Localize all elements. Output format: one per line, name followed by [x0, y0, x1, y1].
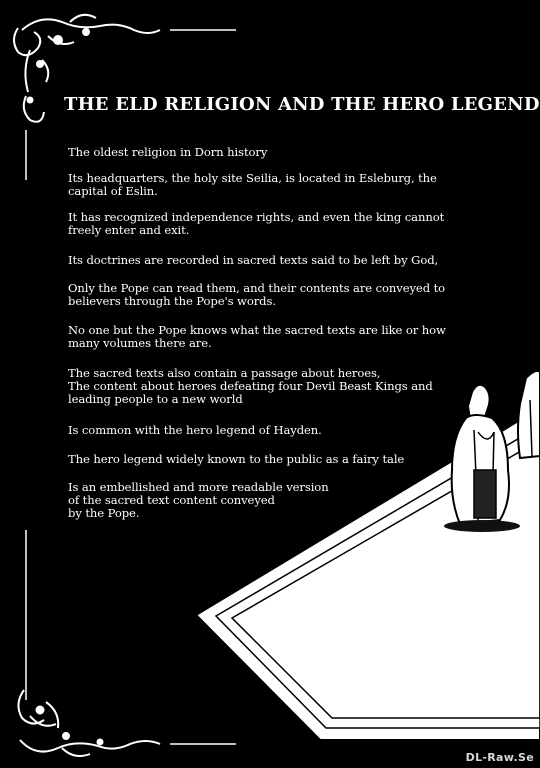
paragraph-8: Is common with the hero legend of Hayden. [68, 423, 322, 437]
paragraph-5: Only the Pope can read them, and their contents are conveyed to believers through the Pope's words. [68, 281, 446, 308]
paragraph-1: The oldest religion in Dorn history [68, 145, 268, 159]
paragraph-9: The hero legend widely known to the public as a fairy tale [68, 452, 405, 466]
paragraph-4: Its doctrines are recorded in sacred texts said to be left by God, [68, 253, 439, 267]
page-title: THE ELD RELIGION AND THE HERO LEGEND [64, 94, 540, 115]
paragraph-10: Is an embellished and more readable version of the sacred text content conveyed by the Pope. [68, 480, 329, 520]
paragraph-3: It has recognized independence rights, and even the king cannot freely enter and exit. [68, 210, 445, 237]
bottom-left-ornament [18, 530, 236, 756]
watermark-text: DL-Raw.Se [465, 751, 534, 764]
paragraph-7: The sacred texts also contain a passage about heroes, The content about heroes defeating four Devil Beast Kings and leading people to a new world [68, 366, 433, 406]
second-figure-illustration [518, 371, 540, 458]
paragraph-2: Its headquarters, the holy site Seilia, is located in Esleburg, the capital of Eslin. [68, 171, 437, 198]
paragraph-6: No one but the Pope knows what the sacred texts are like or how many volumes there are. [68, 323, 446, 350]
